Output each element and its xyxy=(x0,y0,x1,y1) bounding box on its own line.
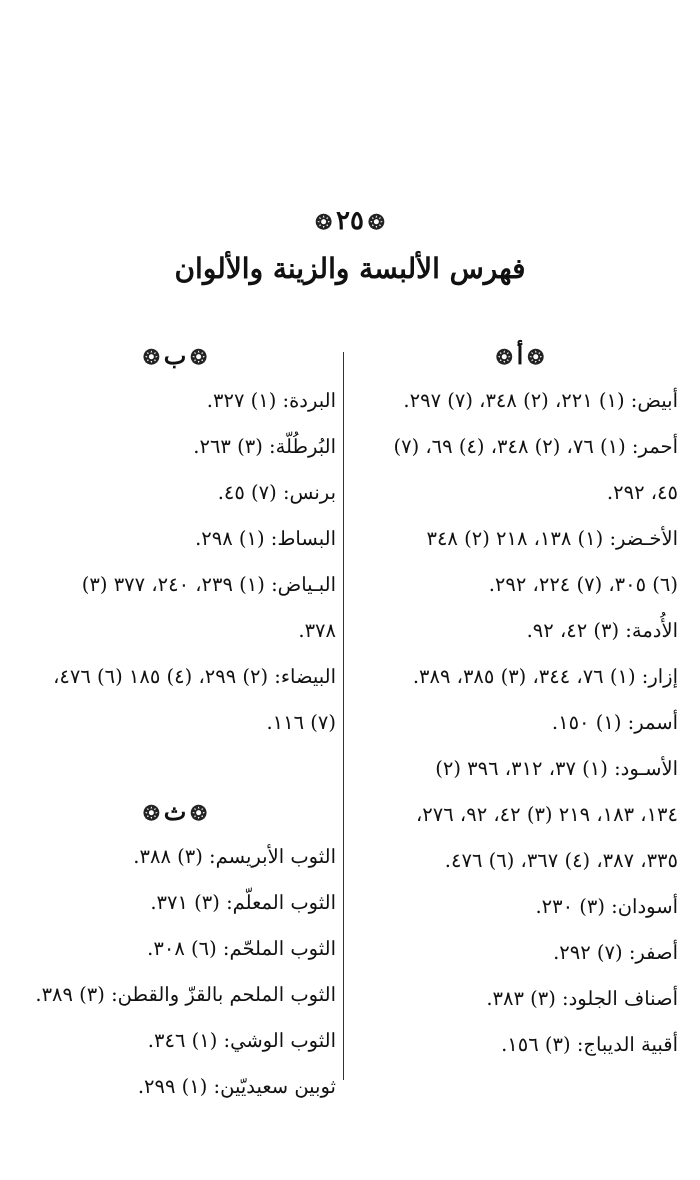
page-number xyxy=(0,206,700,236)
ornament-icon: ❂ xyxy=(190,345,208,369)
ornament-icon: ❂ xyxy=(142,801,160,825)
section-letter: ب xyxy=(163,341,187,370)
index-entry: الثوب الملحّم: (٦) ٣٠٨. xyxy=(147,937,336,960)
ornament-icon: ❂ xyxy=(495,345,513,369)
ornament-icon: ❂ xyxy=(190,801,208,825)
index-entry: إزار: (١) ٧٦، ٣٤٤، (٣) ٣٨٥، ٣٨٩. xyxy=(412,665,678,688)
index-entry: ثوبين سعيديّين: (١) ٢٩٩. xyxy=(137,1075,336,1098)
index-entry: البردة: (١) ٣٢٧. xyxy=(206,389,336,412)
index-entry: الأخـضر: (١) ١٣٨، ٢١٨ (٢) ٣٤٨ xyxy=(426,527,678,550)
index-entry: أسمر: (١) ١٥٠. xyxy=(551,711,678,734)
ornament-icon: ❂ xyxy=(142,345,160,369)
ornament-right-icon: ❂ xyxy=(315,210,333,234)
index-entry: أسودان: (٣) ٢٣٠. xyxy=(535,895,678,918)
section-header-tha xyxy=(14,790,336,834)
index-entry: ٣٧٨. xyxy=(298,619,336,642)
ornament-left-icon: ❂ xyxy=(367,210,385,234)
index-entry: أصفر: (٧) ٢٩٢. xyxy=(553,941,678,964)
section-gap xyxy=(14,746,336,790)
index-entry: ٤٥، ٢٩٢. xyxy=(606,481,678,504)
index-entry: أبيض: (١) ٢٢١، (٢) ٣٤٨، (٧) ٢٩٧. xyxy=(403,389,678,412)
index-entry: ٣٣٥، ٣٨٧، (٤) ٣٦٧، (٦) ٤٧٦. xyxy=(444,849,678,872)
index-entry: الثوب الأبريسم: (٣) ٣٨٨. xyxy=(133,845,336,868)
index-entry: (٧) ١١٦. xyxy=(266,711,336,734)
section-header-ba xyxy=(14,334,336,378)
index-entry: الأسـود: (١) ٣٧، ٣١٢، ٣٩٦ (٢) xyxy=(435,757,678,780)
index-entry: برنس: (٧) ٤٥. xyxy=(217,481,336,504)
index-entry: البـياض: (١) ٢٣٩، ٢٤٠، ٣٧٧ (٣) xyxy=(81,573,336,596)
section-header-alif xyxy=(362,334,678,378)
index-entry: الثوب الملحم بالقزّ والقطن: (٣) ٣٨٩. xyxy=(35,983,336,1006)
ornament-icon: ❂ xyxy=(527,345,545,369)
index-entry: الثوب الوشي: (١) ٣٤٦. xyxy=(147,1029,336,1052)
page-number-value: ٢٥ xyxy=(336,206,364,236)
index-entry: أحمر: (١) ٧٦، (٢) ٣٤٨، (٤) ٦٩، (٧) xyxy=(393,435,678,458)
index-entry: البساط: (١) ٢٩٨. xyxy=(195,527,336,550)
index-entry: (٦) ٣٠٥، (٧) ٢٢٤، ٢٩٢. xyxy=(488,573,678,596)
index-entry: الثوب المعلّم: (٣) ٣٧١. xyxy=(150,891,336,914)
index-entry: أقبية الديباج: (٣) ١٥٦. xyxy=(501,1033,678,1056)
index-entry: ١٣٤، ١٨٣، ٢١٩ (٣) ٤٢، ٩٢، ٢٧٦، xyxy=(416,803,678,826)
index-entry: الأُدمة: (٣) ٤٢، ٩٢. xyxy=(526,619,678,642)
index-column-right xyxy=(362,334,678,1068)
index-entry: البيضاء: (٢) ٢٩٩، (٤) ١٨٥ (٦) ٤٧٦، xyxy=(53,665,336,688)
index-column-left xyxy=(14,334,336,1110)
page-title: فهرس الألبسة والزينة والألوان xyxy=(174,252,526,285)
section-letter: ث xyxy=(163,797,187,826)
index-entry: البُرطُلّة: (٣) ٢٦٣. xyxy=(193,435,336,458)
column-divider xyxy=(343,352,344,1080)
section-letter: أ xyxy=(516,341,524,370)
index-entry: أصناف الجلود: (٣) ٣٨٣. xyxy=(486,987,678,1010)
